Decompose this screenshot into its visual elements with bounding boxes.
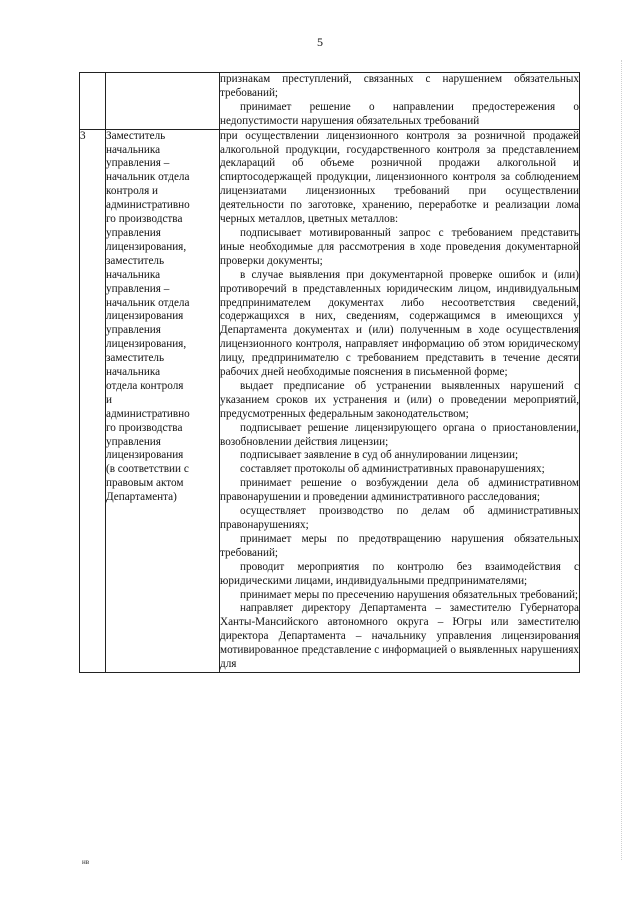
function-paragraph: принимает меры по предотвращению нарушения обязательных требований; (220, 532, 579, 559)
function-paragraph: при осуществлении лицензионного контроля за розничной продажей алкогольной продукции, государственного контроля за представлением деклараций об объеме розничной продажи алкогольной и спиртосодержащей продукции, лицензионного контроля за соблюдением лицензиатами лицензионных требований при осуществлении деятельности по заготовке, хранению, переработке и реализации лома черных металлов, цветных металлов: (220, 129, 579, 226)
page-number: 5 (317, 35, 323, 49)
position-line: управления – (106, 157, 170, 170)
position-line: управления (106, 324, 161, 337)
function-paragraph: проводит мероприятия по контролю без взаимодействия с юридическими лицами, индивидуальными предпринимателями; (220, 560, 579, 587)
position-line: заместитель (106, 254, 165, 267)
position-line: управления (106, 435, 161, 448)
function-paragraph: направляет директору Департамента – заместителю Губернатора Ханты-Мансийского автономного округа – Югры или заместителю директора Департамента – начальнику управления лицензирования мотивированное представление с информацией о выявленных нарушениях для (220, 602, 579, 671)
position-line: начальника (106, 268, 161, 281)
position-line: Департамента) (106, 491, 177, 504)
position-line: административно (106, 199, 190, 212)
function-paragraph: выдает предписание об устранении выявленных нарушений с указанием сроков их устранения и (или) о проведении мероприятий, предусмотренных федеральным законодательством; (220, 379, 579, 420)
function-paragraph: принимает решение о возбуждении дела об административном правонарушении и проведении административного расследования; (220, 477, 579, 504)
position-line: заместитель (106, 352, 165, 365)
table-row (80, 73, 580, 130)
scan-edge-dots (620, 60, 622, 860)
function-paragraph: подписывает мотивированный запрос с требованием представить иные необходимые для рассмотрения в ходе проведения документарной проверки документы; (220, 226, 579, 267)
function-paragraph: принимает меры по пресечению нарушения обязательных требований; (240, 588, 579, 601)
position-line: начальник отдела (106, 296, 190, 309)
position-line: правовым актом (106, 477, 184, 490)
position-line: начальник отдела (106, 171, 190, 184)
function-paragraph: составляет протоколы об административных правонарушениях; (240, 463, 545, 476)
position-line: контроля и (106, 185, 159, 198)
position-line: начальника (106, 143, 161, 156)
position-cell (106, 129, 220, 672)
position-line: отдела контроля (106, 379, 184, 392)
function-paragraph: подписывает решение лицензирующего органа о приостановлении, возобновлении действия лицензии; (220, 421, 579, 448)
position-line: лицензирования (106, 310, 184, 323)
functions-cell (220, 129, 580, 672)
position-line: начальника (106, 366, 161, 379)
position-line: лицензирования, (106, 338, 187, 351)
position-line: (в соответствии с (106, 463, 189, 476)
footer-mark: нв (82, 858, 90, 866)
row-number-cell: 3 (80, 129, 106, 672)
position-line: управления – (106, 282, 170, 295)
position-line: го производства (106, 421, 183, 434)
position-line: административно (106, 407, 190, 420)
position-line: лицензирования (106, 449, 184, 462)
function-paragraph: признакам преступлений, связанных с нарушением обязательных требований; (220, 73, 579, 99)
row-number-cell (80, 73, 106, 130)
responsibilities-table (79, 72, 580, 673)
position-line: го производства (106, 213, 183, 226)
function-paragraph: в случае выявления при документарной проверке ошибок и (или) противоречий в представленных юридическим лицом, индивидуальным предпринимателем документах либо несоответствия сведений, содержащихся в них, сведениям, содержащимся в имеющихся у Департамента документах и (или) полученным в ходе осуществления лицензионного контроля, направляет информацию об этом юридическому лицу, предпринимателю с требованием представить в течение десяти рабочих дней необходимые пояснения в письменной форме; (220, 268, 579, 379)
function-paragraph: подписывает заявление в суд об аннулировании лицензии; (240, 449, 519, 462)
function-paragraph: осуществляет производство по делам об административных правонарушениях; (220, 505, 579, 531)
position-cell (106, 73, 220, 130)
function-paragraph: принимает решение о направлении предостережения о недопустимости нарушения обязательных требований (220, 100, 579, 127)
position-line: Заместитель (106, 129, 166, 142)
position-line: управления (106, 226, 161, 239)
functions-cell (220, 73, 580, 130)
position-line: лицензирования, (106, 240, 187, 253)
position-line: и (106, 393, 112, 406)
table-row (80, 129, 580, 672)
